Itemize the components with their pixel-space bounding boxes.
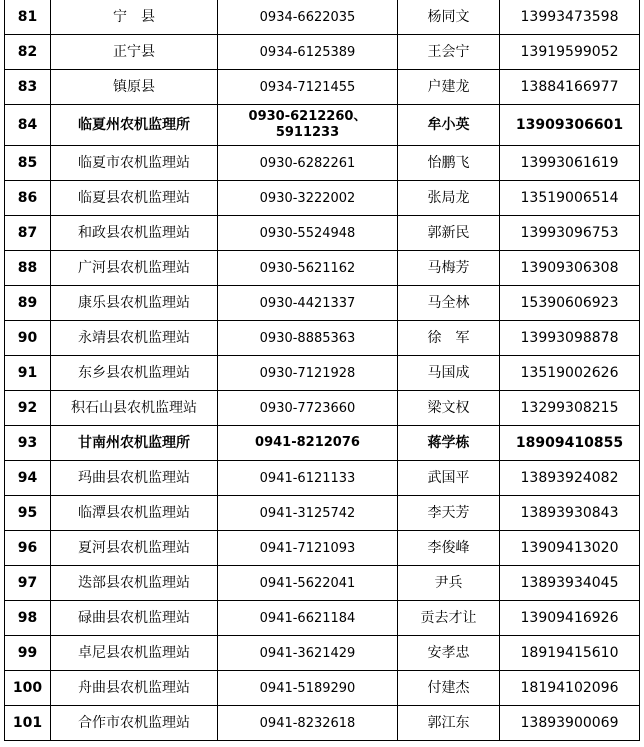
office-phone-cell: 0941-8212076 bbox=[218, 426, 398, 461]
office-phone-cell: 0930-8885363 bbox=[218, 321, 398, 356]
office-phone-cell: 0930-6282261 bbox=[218, 146, 398, 181]
table-row bbox=[5, 706, 640, 741]
table-body bbox=[5, 0, 640, 741]
table-row bbox=[5, 496, 640, 531]
row-number-cell: 88 bbox=[5, 251, 51, 286]
office-phone-cell: 0941-3621429 bbox=[218, 636, 398, 671]
contact-person-cell: 李俊峰 bbox=[398, 531, 500, 566]
mobile-phone-cell: 13909306308 bbox=[500, 251, 640, 286]
mobile-phone-cell: 18919415610 bbox=[500, 636, 640, 671]
mobile-phone-cell: 13893924082 bbox=[500, 461, 640, 496]
contact-person-cell: 蒋学栋 bbox=[398, 426, 500, 461]
table-row bbox=[5, 216, 640, 251]
table-row bbox=[5, 0, 640, 35]
row-number-cell: 98 bbox=[5, 601, 51, 636]
mobile-phone-cell: 13893930843 bbox=[500, 496, 640, 531]
unit-name-cell: 东乡县农机监理站 bbox=[51, 356, 218, 391]
contact-table bbox=[4, 0, 640, 741]
row-number-cell: 81 bbox=[5, 0, 51, 35]
table-row bbox=[5, 181, 640, 216]
unit-name-cell: 夏河县农机监理站 bbox=[51, 531, 218, 566]
contact-person-cell: 梁文权 bbox=[398, 391, 500, 426]
table-row bbox=[5, 601, 640, 636]
unit-name-cell: 临夏县农机监理站 bbox=[51, 181, 218, 216]
row-number-cell: 89 bbox=[5, 286, 51, 321]
mobile-phone-cell: 15390606923 bbox=[500, 286, 640, 321]
unit-name-cell: 卓尼县农机监理站 bbox=[51, 636, 218, 671]
unit-name-cell: 广河县农机监理站 bbox=[51, 251, 218, 286]
mobile-phone-cell: 13993098878 bbox=[500, 321, 640, 356]
unit-name-cell: 正宁县 bbox=[51, 35, 218, 70]
contact-person-cell: 户建龙 bbox=[398, 70, 500, 105]
mobile-phone-cell: 13993473598 bbox=[500, 0, 640, 35]
office-phone-cell: 0934-6125389 bbox=[218, 35, 398, 70]
contact-person-cell: 徐 军 bbox=[398, 321, 500, 356]
row-number-cell: 86 bbox=[5, 181, 51, 216]
row-number-cell: 93 bbox=[5, 426, 51, 461]
unit-name-cell: 临夏市农机监理站 bbox=[51, 146, 218, 181]
contact-person-cell: 马国成 bbox=[398, 356, 500, 391]
unit-name-cell: 合作市农机监理站 bbox=[51, 706, 218, 741]
table-row bbox=[5, 70, 640, 105]
mobile-phone-cell: 18909410855 bbox=[500, 426, 640, 461]
unit-name-cell: 积石山县农机监理站 bbox=[51, 391, 218, 426]
office-phone-cell: 0941-3125742 bbox=[218, 496, 398, 531]
office-phone-cell: 0930-7121928 bbox=[218, 356, 398, 391]
office-phone-cell: 0934-7121455 bbox=[218, 70, 398, 105]
contact-person-cell: 马梅芳 bbox=[398, 251, 500, 286]
office-phone-cell: 0941-5622041 bbox=[218, 566, 398, 601]
row-number-cell: 83 bbox=[5, 70, 51, 105]
unit-name-cell: 舟曲县农机监理站 bbox=[51, 671, 218, 706]
table-row bbox=[5, 356, 640, 391]
table-row bbox=[5, 146, 640, 181]
contact-person-cell: 尹兵 bbox=[398, 566, 500, 601]
office-phone-cell: 0941-5189290 bbox=[218, 671, 398, 706]
contact-person-cell: 武国平 bbox=[398, 461, 500, 496]
office-phone-cell: 0941-8232618 bbox=[218, 706, 398, 741]
row-number-cell: 87 bbox=[5, 216, 51, 251]
office-phone-cell: 0930-3222002 bbox=[218, 181, 398, 216]
office-phone-cell: 0930-4421337 bbox=[218, 286, 398, 321]
mobile-phone-cell: 13884166977 bbox=[500, 70, 640, 105]
row-number-cell: 99 bbox=[5, 636, 51, 671]
mobile-phone-cell: 13519002626 bbox=[500, 356, 640, 391]
contact-person-cell: 王会宁 bbox=[398, 35, 500, 70]
contact-person-cell: 马全林 bbox=[398, 286, 500, 321]
row-number-cell: 90 bbox=[5, 321, 51, 356]
mobile-phone-cell: 13893934045 bbox=[500, 566, 640, 601]
mobile-phone-cell: 13909416926 bbox=[500, 601, 640, 636]
table-row bbox=[5, 286, 640, 321]
mobile-phone-cell: 18194102096 bbox=[500, 671, 640, 706]
row-number-cell: 96 bbox=[5, 531, 51, 566]
mobile-phone-cell: 13909413020 bbox=[500, 531, 640, 566]
table-row bbox=[5, 531, 640, 566]
contact-person-cell: 贡去才让 bbox=[398, 601, 500, 636]
contact-person-cell: 安孝忠 bbox=[398, 636, 500, 671]
office-phone-cell: 0930-6212260、 5911233 bbox=[218, 105, 398, 146]
mobile-phone-cell: 13919599052 bbox=[500, 35, 640, 70]
row-number-cell: 94 bbox=[5, 461, 51, 496]
office-phone-cell: 0941-7121093 bbox=[218, 531, 398, 566]
unit-name-cell: 永靖县农机监理站 bbox=[51, 321, 218, 356]
row-number-cell: 92 bbox=[5, 391, 51, 426]
unit-name-cell: 迭部县农机监理站 bbox=[51, 566, 218, 601]
mobile-phone-cell: 13893900069 bbox=[500, 706, 640, 741]
table-row bbox=[5, 105, 640, 146]
unit-name-cell: 和政县农机监理站 bbox=[51, 216, 218, 251]
contact-person-cell: 李天芳 bbox=[398, 496, 500, 531]
office-phone-cell: 0941-6621184 bbox=[218, 601, 398, 636]
mobile-phone-cell: 13993061619 bbox=[500, 146, 640, 181]
mobile-phone-cell: 13909306601 bbox=[500, 105, 640, 146]
unit-name-cell: 临潭县农机监理站 bbox=[51, 496, 218, 531]
table-row bbox=[5, 671, 640, 706]
office-phone-cell: 0934-6622035 bbox=[218, 0, 398, 35]
row-number-cell: 101 bbox=[5, 706, 51, 741]
contact-person-cell: 郭新民 bbox=[398, 216, 500, 251]
row-number-cell: 97 bbox=[5, 566, 51, 601]
office-phone-cell: 0930-5524948 bbox=[218, 216, 398, 251]
row-number-cell: 95 bbox=[5, 496, 51, 531]
mobile-phone-cell: 13519006514 bbox=[500, 181, 640, 216]
contact-person-cell: 牟小英 bbox=[398, 105, 500, 146]
mobile-phone-cell: 13299308215 bbox=[500, 391, 640, 426]
table-row bbox=[5, 251, 640, 286]
row-number-cell: 84 bbox=[5, 105, 51, 146]
office-phone-cell: 0930-7723660 bbox=[218, 391, 398, 426]
office-phone-cell: 0941-6121133 bbox=[218, 461, 398, 496]
contact-person-cell: 付建杰 bbox=[398, 671, 500, 706]
unit-name-cell: 甘南州农机监理所 bbox=[51, 426, 218, 461]
table-row bbox=[5, 391, 640, 426]
office-phone-cell: 0930-5621162 bbox=[218, 251, 398, 286]
table-row bbox=[5, 566, 640, 601]
unit-name-cell: 镇原县 bbox=[51, 70, 218, 105]
row-number-cell: 85 bbox=[5, 146, 51, 181]
contact-person-cell: 张局龙 bbox=[398, 181, 500, 216]
unit-name-cell: 康乐县农机监理站 bbox=[51, 286, 218, 321]
unit-name-cell: 碌曲县农机监理站 bbox=[51, 601, 218, 636]
mobile-phone-cell: 13993096753 bbox=[500, 216, 640, 251]
table-row bbox=[5, 321, 640, 356]
table-row bbox=[5, 426, 640, 461]
table-row bbox=[5, 461, 640, 496]
row-number-cell: 91 bbox=[5, 356, 51, 391]
row-number-cell: 100 bbox=[5, 671, 51, 706]
contact-person-cell: 怡鹏飞 bbox=[398, 146, 500, 181]
table-row bbox=[5, 35, 640, 70]
unit-name-cell: 临夏州农机监理所 bbox=[51, 105, 218, 146]
contact-person-cell: 郭江东 bbox=[398, 706, 500, 741]
table-row bbox=[5, 636, 640, 671]
contact-person-cell: 杨同文 bbox=[398, 0, 500, 35]
row-number-cell: 82 bbox=[5, 35, 51, 70]
unit-name-cell: 玛曲县农机监理站 bbox=[51, 461, 218, 496]
unit-name-cell: 宁 县 bbox=[51, 0, 218, 35]
